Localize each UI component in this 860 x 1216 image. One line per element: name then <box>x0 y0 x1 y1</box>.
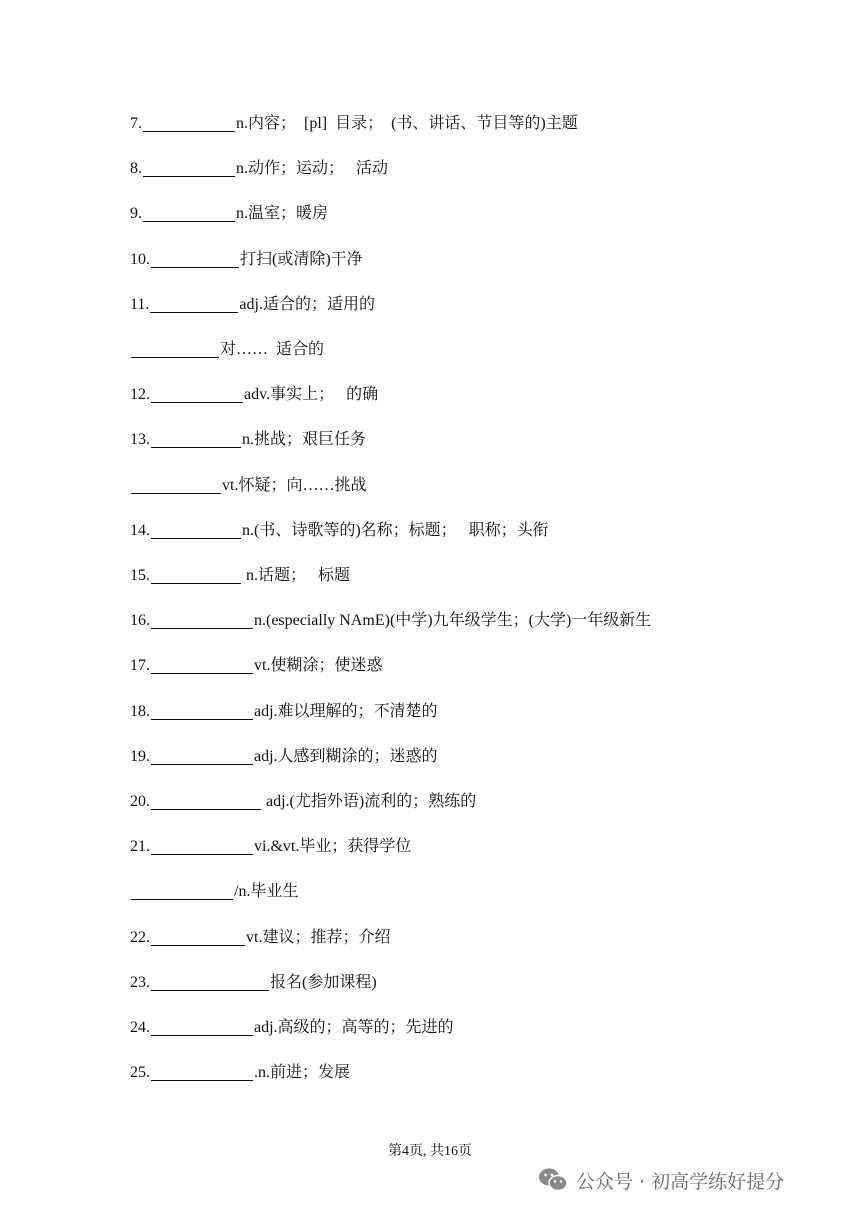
item-number: 19. <box>130 748 150 765</box>
vocab-item <box>130 1016 454 1040</box>
vocab-item <box>130 835 411 859</box>
answer-blank[interactable] <box>131 881 233 900</box>
answer-blank[interactable] <box>151 384 243 403</box>
answer-blank[interactable] <box>143 158 235 177</box>
vocab-item <box>130 564 350 588</box>
answer-blank[interactable] <box>150 294 238 313</box>
item-definition: n.温室；暖房 <box>236 205 329 222</box>
item-number: 24. <box>130 1019 150 1036</box>
vocab-item <box>130 700 438 724</box>
item-number: 14. <box>130 522 150 539</box>
vocab-item <box>130 971 377 995</box>
vocab-item <box>130 383 378 407</box>
item-definition: 报名(参加课程) <box>270 974 377 991</box>
vocab-item <box>130 338 324 362</box>
answer-blank[interactable] <box>143 113 235 132</box>
item-definition: vi.&vt.毕业；获得学位 <box>254 838 412 855</box>
item-definition: adj.人感到糊涂的；迷惑的 <box>254 748 438 765</box>
vocab-item <box>130 202 328 226</box>
item-number: 20. <box>130 793 150 810</box>
item-definition: adj.难以理解的；不清楚的 <box>254 703 438 720</box>
item-number: 17. <box>130 657 150 674</box>
item-definition: vt.怀疑；向……挑战 <box>222 477 367 494</box>
vocab-item <box>130 880 298 904</box>
item-definition: n.话题； 标题 <box>242 567 351 584</box>
answer-blank[interactable] <box>151 520 241 539</box>
answer-blank[interactable] <box>151 746 253 765</box>
item-definition: adj.适合的；适用的 <box>239 296 375 313</box>
watermark-text: 公众号 · 初高学练好提分 <box>576 1170 785 1193</box>
vocab-item <box>130 519 549 543</box>
item-definition: /n.毕业生 <box>234 883 299 900</box>
vocab-item <box>130 654 382 678</box>
answer-blank[interactable] <box>151 249 239 268</box>
item-number: 16. <box>130 612 150 629</box>
item-number: 15. <box>130 567 150 584</box>
answer-blank[interactable] <box>151 429 241 448</box>
answer-blank[interactable] <box>151 972 269 991</box>
item-number: 8. <box>130 160 142 177</box>
item-number: 13. <box>130 431 150 448</box>
item-definition: adj.(尤指外语)流利的；熟练的 <box>262 793 477 810</box>
item-number: 21. <box>130 838 150 855</box>
item-definition: vt.使糊涂；使迷惑 <box>254 657 383 674</box>
item-definition: n.内容； [pl] 目录； (书、讲话、节目等的)主题 <box>236 115 578 132</box>
item-definition: .n.前进；发展 <box>254 1064 351 1081</box>
page-footer: 第4页, 共16页 <box>388 1144 472 1159</box>
vocab-item <box>130 745 438 769</box>
item-number: 7. <box>130 115 142 132</box>
item-definition: n.动作；运动； 活动 <box>236 160 389 177</box>
item-number: 22. <box>130 929 150 946</box>
vocab-item <box>130 293 375 317</box>
item-definition: n.(especially NAmE)(中学)九年级学生；(大学)一年级新生 <box>254 612 652 629</box>
item-number: 12. <box>130 386 150 403</box>
item-number: 9. <box>130 205 142 222</box>
vocab-item <box>130 112 578 136</box>
vocab-item <box>130 926 390 950</box>
vocab-item <box>130 609 651 633</box>
vocab-item <box>130 248 363 272</box>
vocab-item <box>130 428 366 452</box>
item-definition: n.挑战；艰巨任务 <box>242 431 367 448</box>
item-number: 25. <box>130 1064 150 1081</box>
item-number: 23. <box>130 974 150 991</box>
vocab-item <box>130 1061 350 1085</box>
item-definition: adj.高级的；高等的；先进的 <box>254 1019 454 1036</box>
item-definition: n.(书、诗歌等的)名称；标题； 职称；头衔 <box>242 522 549 539</box>
answer-blank[interactable] <box>143 203 235 222</box>
answer-blank[interactable] <box>151 1017 253 1036</box>
answer-blank[interactable] <box>151 791 261 810</box>
answer-blank[interactable] <box>151 836 253 855</box>
item-definition: 对…… 适合的 <box>220 341 325 358</box>
answer-blank[interactable] <box>151 610 253 629</box>
item-number: 18. <box>130 703 150 720</box>
item-definition: 打扫(或清除)干净 <box>240 251 363 268</box>
answer-blank[interactable] <box>151 565 241 584</box>
item-definition: adv.事实上； 的确 <box>244 386 379 403</box>
item-number: 11. <box>130 296 150 313</box>
vocab-item <box>130 157 388 181</box>
wechat-icon <box>538 1167 568 1193</box>
answer-blank[interactable] <box>151 1062 253 1081</box>
vocab-item <box>130 790 476 814</box>
answer-blank[interactable] <box>151 927 245 946</box>
item-definition: vt.建议；推荐；介绍 <box>246 929 391 946</box>
answer-blank[interactable] <box>131 339 219 358</box>
answer-blank[interactable] <box>151 701 253 720</box>
answer-blank[interactable] <box>151 655 253 674</box>
vocab-item <box>130 474 366 498</box>
item-number: 10. <box>130 251 150 268</box>
answer-blank[interactable] <box>131 475 221 494</box>
watermark <box>538 1165 784 1195</box>
